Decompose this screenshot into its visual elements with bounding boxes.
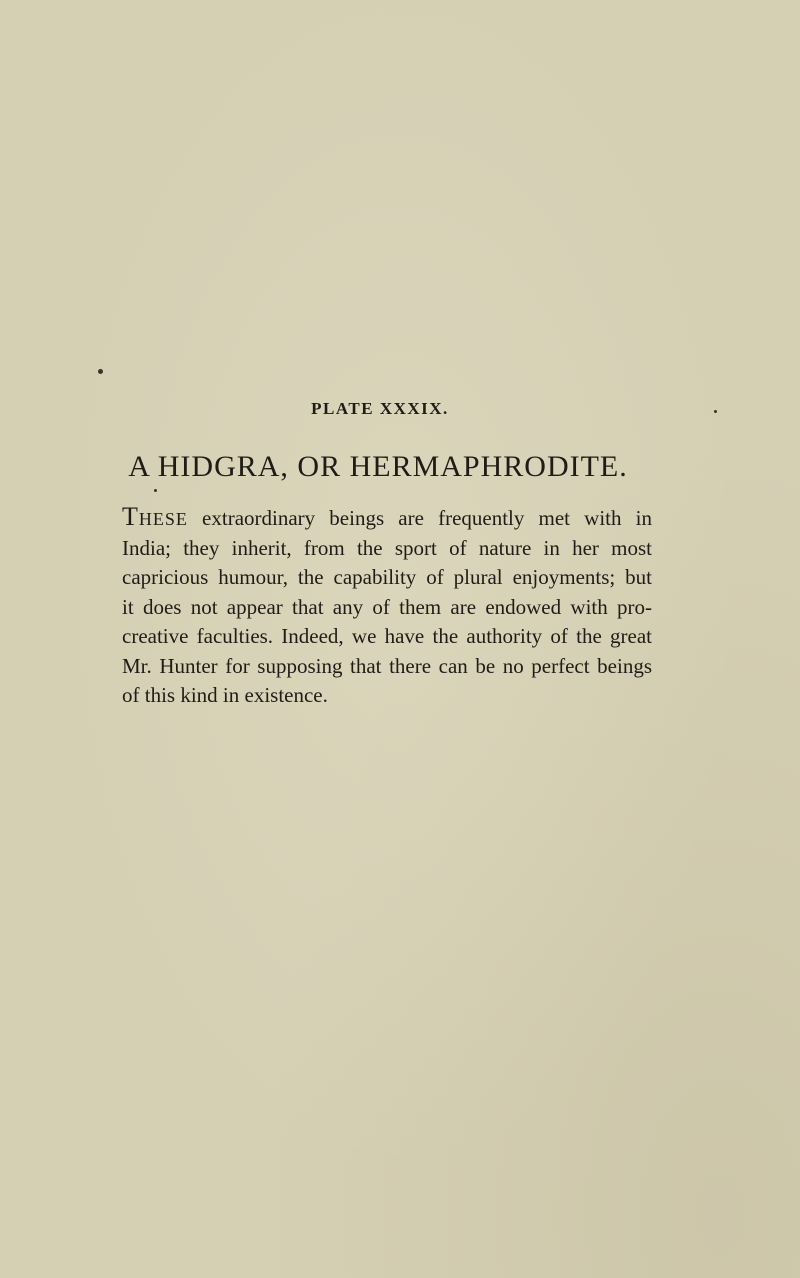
paragraph-line: India; they inherit, from the sport of nature in her most (122, 535, 652, 560)
paper-speck (154, 489, 157, 492)
paper-speck (98, 369, 103, 374)
paragraph-line-text: extraordinary beings are frequently met with in (187, 506, 652, 530)
body-paragraph (122, 502, 652, 711)
paragraph-line (122, 502, 652, 534)
plate-number: PLATE XXXIX. (311, 399, 449, 418)
paragraph-line: capricious humour, the capability of plural enjoyments; but (122, 565, 652, 589)
paragraph-line: it does not appear that any of them are endowed with pro- (122, 594, 652, 619)
page-title: A HIDGRA, OR HERMAPHRODITE. (128, 450, 628, 483)
lead-word: These (122, 502, 188, 531)
paragraph-line: of this kind in existence. (122, 683, 328, 707)
paragraph-line: Mr. Hunter for supposing that there can be no perfect beings (122, 653, 652, 678)
paragraph-line: creative faculties. Indeed, we have the authority of the great (122, 624, 652, 648)
